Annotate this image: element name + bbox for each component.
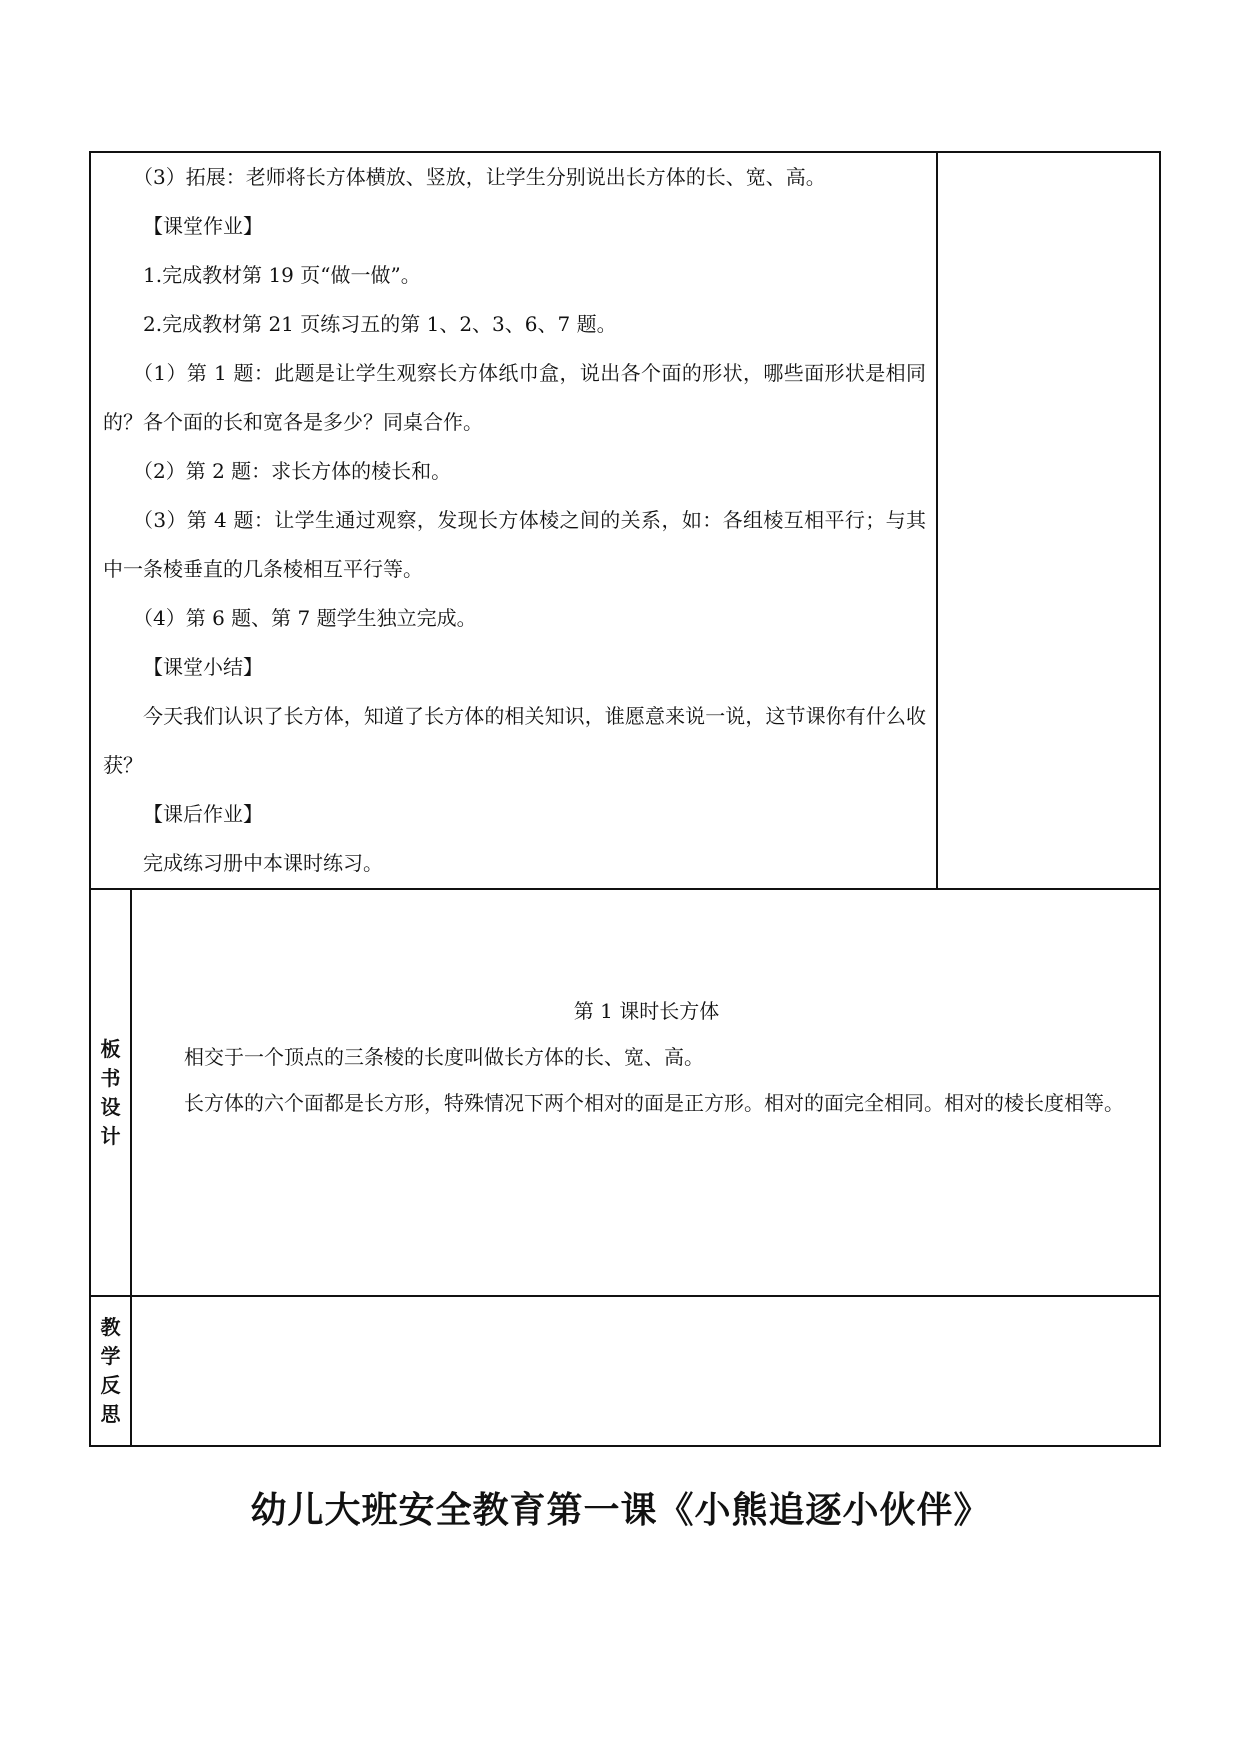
process-line: 今天我们认识了长方体，知道了长方体的相关知识，谁愿意来说一说，这节课你有什么收获？ bbox=[103, 704, 927, 777]
document-title: 幼儿大班安全教育第一课《小熊追逐小伙伴》 bbox=[250, 1490, 991, 1531]
process-line: 2.完成教材第 21 页练习五的第 1、2、3、6、7 题。 bbox=[143, 312, 617, 336]
process-line: （2）第 2 题：求长方体的棱长和。 bbox=[133, 459, 452, 483]
lesson-plan-table bbox=[89, 151, 1161, 1447]
board-title: 第 1 课时长方体 bbox=[573, 999, 720, 1023]
board-design-label-cell bbox=[90, 889, 131, 1296]
teaching-process-cell bbox=[90, 152, 937, 889]
teaching-reflection-row bbox=[90, 1296, 1160, 1446]
board-line: 长方体的六个面都是长方形，特殊情况下两个相对的面是正方形。相对的面完全相同。相对的棱长度相等。 bbox=[184, 1091, 1124, 1115]
process-line: （1）第 1 题：此题是让学生观察长方体纸巾盒，说出各个面的形状，哪些面形状是相同的？各个面的长和宽各是多少？同桌合作。 bbox=[103, 361, 927, 434]
notes-column-cell bbox=[937, 152, 1160, 889]
teaching-reflection-label-cell bbox=[90, 1296, 131, 1446]
board-line: 相交于一个顶点的三条棱的长度叫做长方体的长、宽、高。 bbox=[184, 1045, 704, 1069]
board-design-row bbox=[90, 889, 1160, 1296]
section-heading-classwork: 【课堂作业】 bbox=[143, 214, 263, 238]
teaching-reflection-label: 教学反思 bbox=[100, 1315, 121, 1426]
process-line: 1.完成教材第 19 页“做一做”。 bbox=[143, 263, 421, 287]
board-design-label: 板书设计 bbox=[100, 1036, 121, 1148]
board-design-content-cell bbox=[131, 889, 1160, 1296]
section-heading-homework: 【课后作业】 bbox=[143, 802, 263, 826]
process-line: （3）第 4 题：让学生通过观察，发现长方体棱之间的关系，如：各组棱互相平行；与其中一条棱垂直的几条棱相互平行等。 bbox=[103, 508, 927, 581]
process-line: （3）拓展：老师将长方体横放、竖放，让学生分别说出长方体的长、宽、高。 bbox=[133, 165, 826, 189]
process-line: 完成练习册中本课时练习。 bbox=[143, 851, 383, 875]
section-heading-summary: 【课堂小结】 bbox=[143, 655, 263, 679]
process-line: （4）第 6 题、第 7 题学生独立完成。 bbox=[133, 606, 477, 630]
teaching-process-row bbox=[90, 152, 1160, 889]
teaching-reflection-content-cell bbox=[131, 1296, 1160, 1446]
